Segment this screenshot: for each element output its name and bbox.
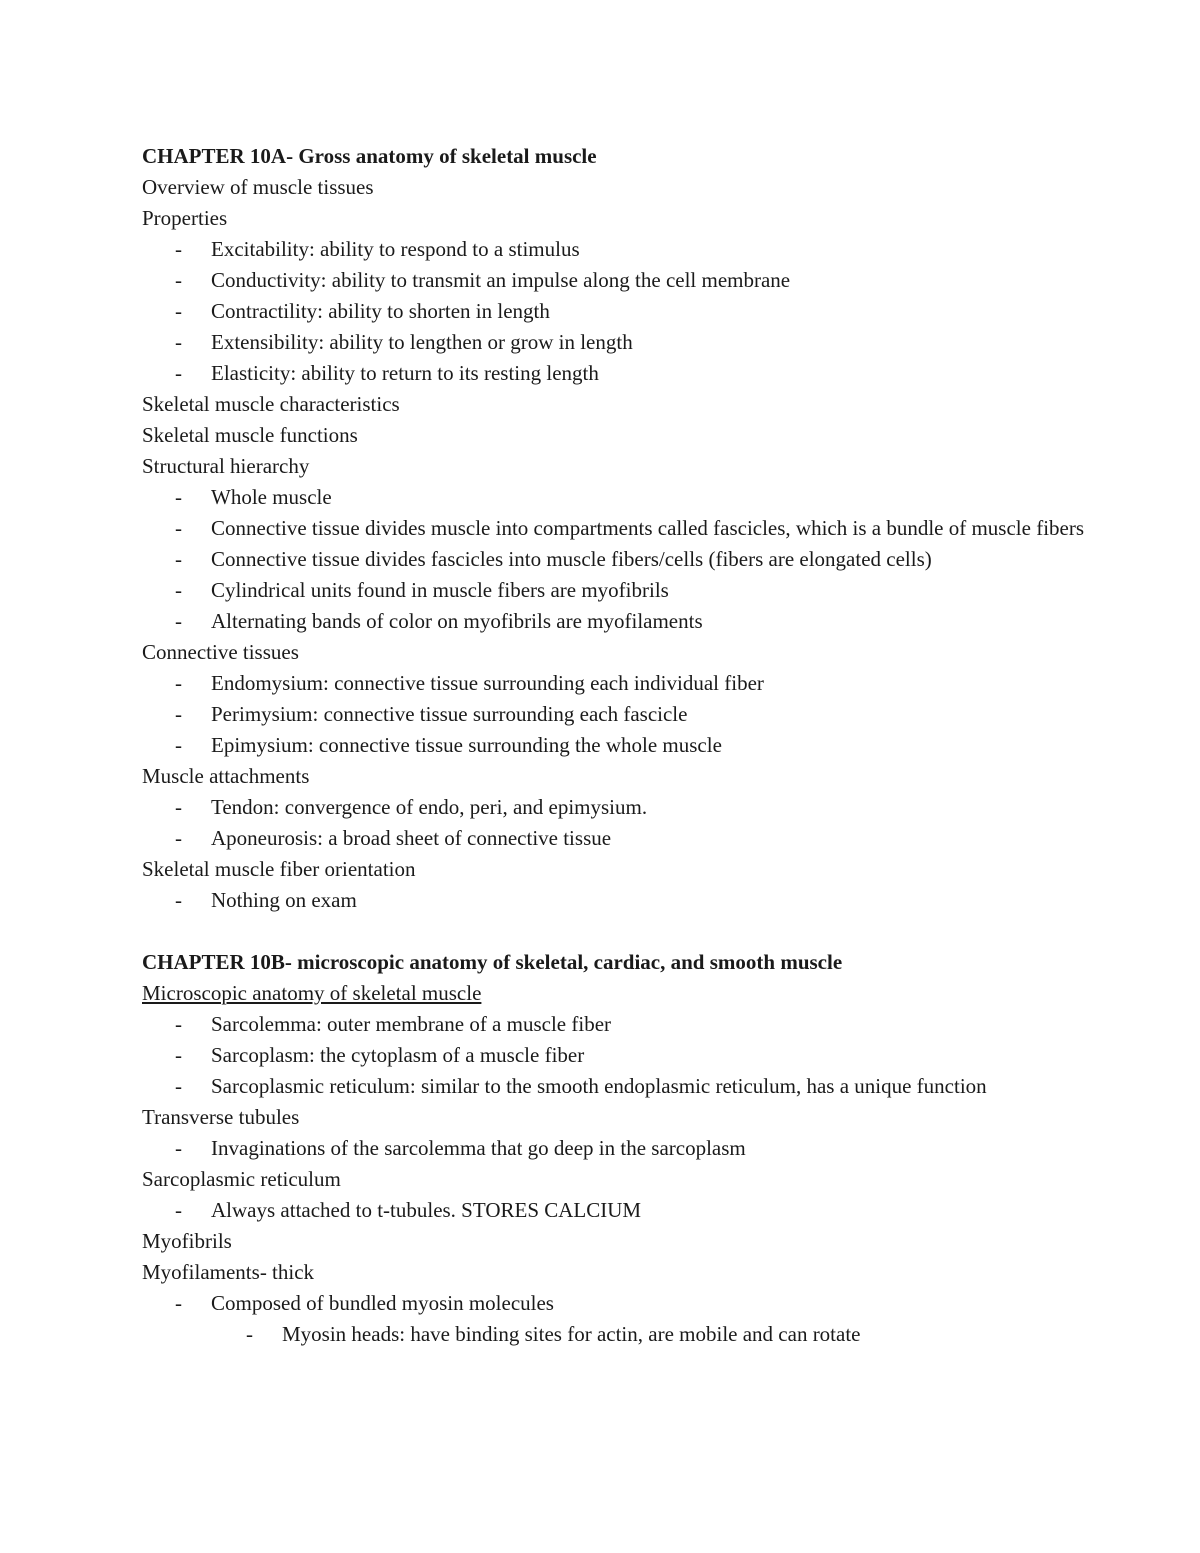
topic-line: Connective tissues bbox=[142, 640, 299, 664]
bullet-text: Elasticity: ability to return to its resting length bbox=[211, 361, 599, 385]
bullet-dash: - bbox=[175, 361, 182, 385]
topic-line: Muscle attachments bbox=[142, 764, 310, 788]
bullet-item bbox=[142, 544, 1102, 575]
bullet-text: Contractility: ability to shorten in length bbox=[211, 299, 550, 323]
bullet-item bbox=[142, 575, 1102, 606]
bullet-dash: - bbox=[175, 1198, 182, 1222]
bullet-dash: - bbox=[175, 237, 182, 261]
bullet-text: Connective tissue divides muscle into compartments called fascicles, which is a bundle of muscle fibers bbox=[211, 516, 1085, 540]
bullet-item bbox=[142, 792, 1102, 823]
section-spacer bbox=[142, 916, 1102, 947]
bullet-dash: - bbox=[175, 1043, 182, 1067]
sub-bullet-item bbox=[142, 1319, 1102, 1350]
bullet-text: Epimysium: connective tissue surrounding the whole muscle bbox=[211, 733, 722, 757]
bullet-text: Myosin heads: have binding sites for actin, are mobile and can rotate bbox=[282, 1322, 861, 1346]
topic-line: Skeletal muscle characteristics bbox=[142, 392, 400, 416]
bullet-dash: - bbox=[175, 516, 182, 540]
bullet-dash: - bbox=[175, 547, 182, 571]
bullet-dash: - bbox=[175, 330, 182, 354]
bullet-dash: - bbox=[175, 1291, 182, 1315]
bullet-item bbox=[142, 1071, 1102, 1102]
bullet-item bbox=[142, 668, 1102, 699]
topic-line: Structural hierarchy bbox=[142, 454, 310, 478]
topic-line: Transverse tubules bbox=[142, 1105, 300, 1129]
bullet-dash: - bbox=[175, 826, 182, 850]
chapter-heading: CHAPTER 10A- Gross anatomy of skeletal muscle bbox=[142, 144, 597, 168]
bullet-dash: - bbox=[175, 702, 182, 726]
bullet-dash: - bbox=[175, 299, 182, 323]
bullet-item bbox=[142, 234, 1102, 265]
topic-line: Myofilaments- thick bbox=[142, 1260, 315, 1284]
bullet-text: Aponeurosis: a broad sheet of connective tissue bbox=[211, 826, 612, 850]
bullet-item bbox=[142, 699, 1102, 730]
bullet-item bbox=[142, 1133, 1102, 1164]
bullet-item bbox=[142, 265, 1102, 296]
bullet-text: Connective tissue divides fascicles into muscle fibers/cells (fibers are elongated cells) bbox=[211, 547, 932, 571]
bullet-item bbox=[142, 730, 1102, 761]
bullet-item bbox=[142, 482, 1102, 513]
bullet-dash: - bbox=[175, 1074, 182, 1098]
bullet-dash: - bbox=[175, 1136, 182, 1160]
bullet-dash: - bbox=[175, 268, 182, 292]
bullet-text: Cylindrical units found in muscle fibers are myofibrils bbox=[211, 578, 669, 602]
topic-line: Overview of muscle tissues bbox=[142, 175, 374, 199]
document-body bbox=[142, 141, 1102, 1350]
bullet-text: Sarcoplasmic reticulum: similar to the smooth endoplasmic reticulum, has a unique function bbox=[211, 1074, 987, 1098]
chapter-heading: CHAPTER 10B- microscopic anatomy of skeletal, cardiac, and smooth muscle bbox=[142, 950, 843, 974]
bullet-dash: - bbox=[175, 609, 182, 633]
bullet-item bbox=[142, 1040, 1102, 1071]
topic-line: Skeletal muscle fiber orientation bbox=[142, 857, 416, 881]
topic-line: Skeletal muscle functions bbox=[142, 423, 358, 447]
bullet-item bbox=[142, 296, 1102, 327]
bullet-text: Perimysium: connective tissue surrounding each fascicle bbox=[211, 702, 688, 726]
bullet-item bbox=[142, 823, 1102, 854]
bullet-item bbox=[142, 1288, 1102, 1319]
bullet-item bbox=[142, 1009, 1102, 1040]
bullet-text: Invaginations of the sarcolemma that go deep in the sarcoplasm bbox=[211, 1136, 746, 1160]
bullet-dash: - bbox=[175, 671, 182, 695]
bullet-text: Excitability: ability to respond to a stimulus bbox=[211, 237, 580, 261]
subsection-title: Microscopic anatomy of skeletal muscle bbox=[142, 981, 482, 1005]
bullet-item bbox=[142, 327, 1102, 358]
bullet-dash: - bbox=[246, 1322, 253, 1346]
bullet-text: Conductivity: ability to transmit an impulse along the cell membrane bbox=[211, 268, 791, 292]
bullet-text: Sarcoplasm: the cytoplasm of a muscle fiber bbox=[211, 1043, 585, 1067]
topic-line: Myofibrils bbox=[142, 1229, 232, 1253]
bullet-text: Always attached to t-tubules. STORES CALCIUM bbox=[211, 1198, 642, 1222]
bullet-item bbox=[142, 513, 1102, 544]
bullet-text: Nothing on exam bbox=[211, 888, 357, 912]
topic-line: Properties bbox=[142, 206, 228, 230]
bullet-text: Alternating bands of color on myofibrils are myofilaments bbox=[211, 609, 703, 633]
bullet-text: Composed of bundled myosin molecules bbox=[211, 1291, 554, 1315]
bullet-text: Whole muscle bbox=[211, 485, 332, 509]
topic-line: Sarcoplasmic reticulum bbox=[142, 1167, 341, 1191]
bullet-item bbox=[142, 1195, 1102, 1226]
bullet-dash: - bbox=[175, 1012, 182, 1036]
bullet-dash: - bbox=[175, 795, 182, 819]
bullet-item bbox=[142, 358, 1102, 389]
bullet-text: Tendon: convergence of endo, peri, and epimysium. bbox=[211, 795, 648, 819]
bullet-item bbox=[142, 885, 1102, 916]
bullet-dash: - bbox=[175, 578, 182, 602]
bullet-dash: - bbox=[175, 485, 182, 509]
bullet-text: Extensibility: ability to lengthen or grow in length bbox=[211, 330, 633, 354]
bullet-text: Endomysium: connective tissue surrounding each individual fiber bbox=[211, 671, 764, 695]
bullet-dash: - bbox=[175, 733, 182, 757]
bullet-item bbox=[142, 606, 1102, 637]
bullet-dash: - bbox=[175, 888, 182, 912]
bullet-text: Sarcolemma: outer membrane of a muscle fiber bbox=[211, 1012, 612, 1036]
